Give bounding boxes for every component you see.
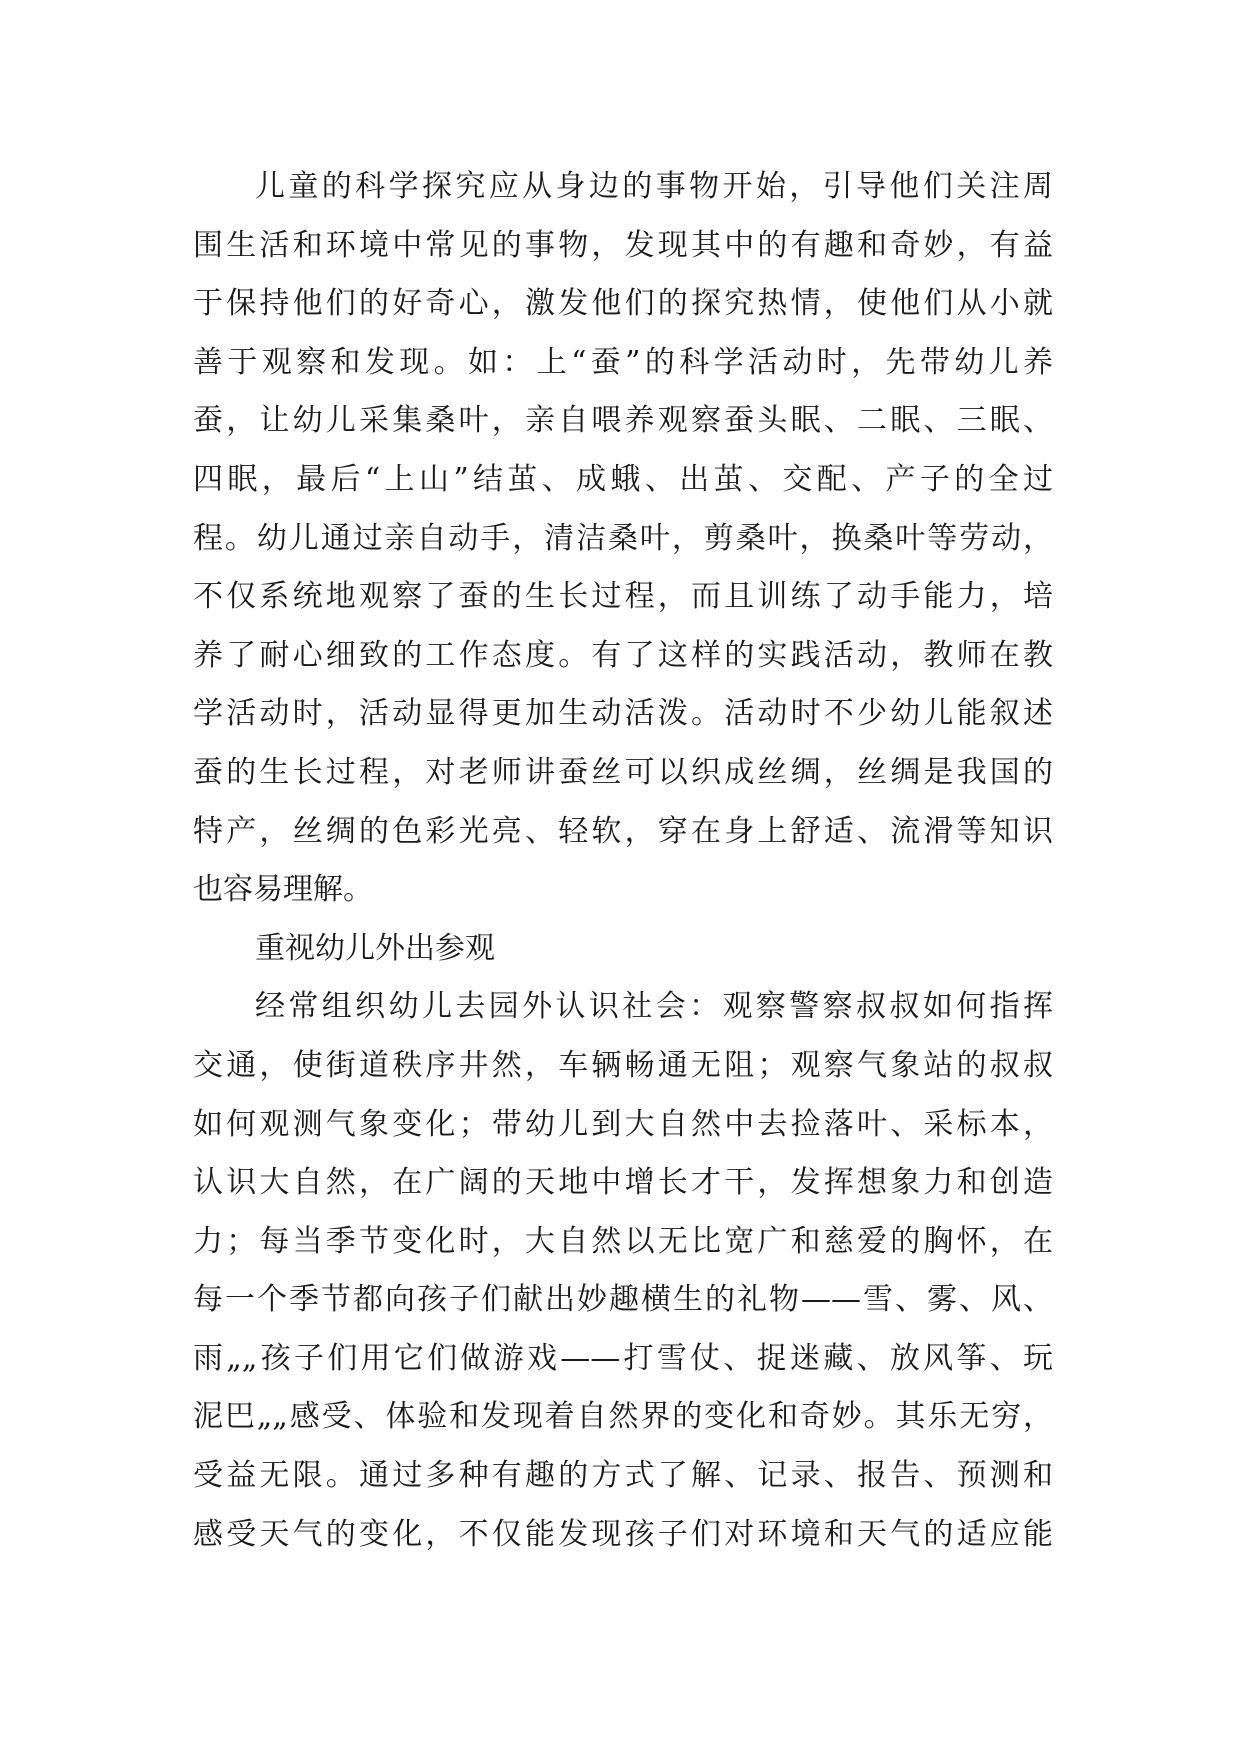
text-line: 每一个季节都向孩子们献出妙趣横生的礼物——雪、雾、风、 <box>193 1282 1053 1318</box>
text-line: 蚕的生长过程，对老师讲蚕丝可以织成丝绸，丝绸是我国的 <box>193 754 1053 790</box>
document-body <box>193 158 1053 1564</box>
text-line: 养了耐心细致的工作态度。有了这样的实践活动，教师在教 <box>193 637 1053 673</box>
text-line: 交通，使街道秩序井然，车辆畅通无阻；观察气象站的叔叔 <box>193 1047 1053 1083</box>
text-line: 特产，丝绸的色彩光亮、轻软，穿在身上舒适、流滑等知识 <box>193 813 1053 849</box>
paragraph-outings <box>193 978 1053 1564</box>
text-line: 围生活和环境中常见的事物，发现其中的有趣和奇妙，有益 <box>193 227 1053 263</box>
section-heading: 重视幼儿外出参观 <box>255 930 495 966</box>
text-line: 四眠，最后“上山”结茧、成蛾、出茧、交配、产子的全过 <box>193 461 1053 497</box>
text-line: 泥巴„„感受、体验和发现着自然界的变化和奇妙。其乐无穷， <box>193 1399 1053 1435</box>
text-line: 蚕，让幼儿采集桑叶，亲自喂养观察蚕头眠、二眠、三眠、 <box>193 403 1053 439</box>
text-line: 受益无限。通过多种有趣的方式了解、记录、报告、预测和 <box>193 1458 1053 1494</box>
text-line: 程。幼儿通过亲自动手，清洁桑叶，剪桑叶，换桑叶等劳动， <box>193 520 1053 556</box>
text-line: 于保持他们的好奇心，激发他们的探究热情，使他们从小就 <box>193 286 1053 322</box>
text-line: 雨„„孩子们用它们做游戏——打雪仗、捉迷藏、放风筝、玩 <box>193 1340 1053 1376</box>
text-line: 学活动时，活动显得更加生动活泼。活动时不少幼儿能叙述 <box>193 696 1053 732</box>
paragraph-silkworm <box>193 158 1053 920</box>
text-line: 力；每当季节变化时，大自然以无比宽广和慈爱的胸怀，在 <box>193 1223 1053 1259</box>
text-line: 经常组织幼儿去园外认识社会：观察警察叔叔如何指挥 <box>255 989 1053 1025</box>
text-line: 善于观察和发现。如：上“蚕”的科学活动时，先带幼儿养 <box>193 344 1053 380</box>
text-line: 感受天气的变化，不仅能发现孩子们对环境和天气的适应能 <box>193 1516 1053 1552</box>
text-line: 如何观测气象变化；带幼儿到大自然中去捡落叶、采标本， <box>193 1106 1053 1142</box>
text-line: 认识大自然，在广阔的天地中增长才干，发挥想象力和创造 <box>193 1165 1053 1201</box>
text-line: 儿童的科学探究应从身边的事物开始，引导他们关注周 <box>255 169 1053 204</box>
text-line: 不仅系统地观察了蚕的生长过程，而且训练了动手能力，培 <box>193 579 1053 615</box>
text-line: 也容易理解。 <box>193 872 373 908</box>
